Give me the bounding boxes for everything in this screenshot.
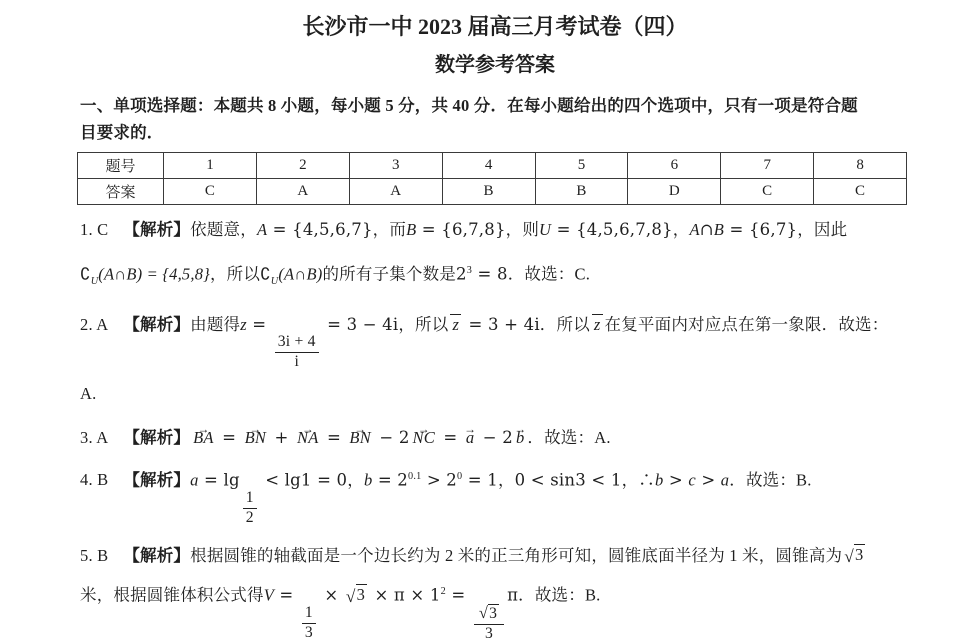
vector-BA: → BA xyxy=(193,425,214,451)
analysis-tag: 【解析】 xyxy=(123,427,191,447)
vector-a: → a xyxy=(466,425,474,451)
math-segment: b xyxy=(654,470,664,490)
q3-line1 xyxy=(80,415,950,451)
analysis-tag: 【解析】 xyxy=(123,314,191,334)
table-cell: D xyxy=(628,179,721,205)
fraction xyxy=(275,333,319,372)
table-cell: A xyxy=(256,179,349,205)
math-segment: = 1 xyxy=(462,470,498,490)
table-cell: 7 xyxy=(721,153,814,179)
math-segment: = xyxy=(321,427,347,447)
math-segment: b xyxy=(363,470,373,490)
table-cell: 2 xyxy=(256,153,349,179)
math-segment: A xyxy=(689,220,700,239)
intersection-symbol: ∩ xyxy=(699,220,714,239)
text-segment: ，而 xyxy=(372,220,407,239)
section-heading-line1: 一、单项选择题：本题共 8 小题，每小题 5 分，共 40 分．在每小题给出的四个选项中，只有一项是符合题 xyxy=(80,96,858,115)
sqrt xyxy=(479,604,499,624)
therefore-symbol: ，∴ xyxy=(621,470,655,490)
math-segment: = {6,7,8} xyxy=(416,220,506,239)
table-row-answers xyxy=(78,179,907,205)
vector-BN: → BN xyxy=(349,425,370,451)
sqrt xyxy=(844,544,865,570)
radicand: 3 xyxy=(489,605,498,623)
math-segment: = {4,5,6,7} xyxy=(267,220,373,239)
text-segment: ．故选：C. xyxy=(507,264,591,284)
math-segment: B xyxy=(406,220,417,239)
superscript: 2 xyxy=(440,586,446,598)
complement-symbol: ∁ xyxy=(260,264,271,284)
text-segment: 依题意， xyxy=(190,220,257,239)
page-subtitle: 数学参考答案 xyxy=(435,54,555,76)
radicand: 3 xyxy=(356,584,367,610)
math-segment: (A∩B) xyxy=(278,264,323,284)
math-segment: = xyxy=(273,585,299,605)
math-segment: a xyxy=(190,470,199,490)
table-cell: B xyxy=(442,179,535,205)
fraction xyxy=(302,604,316,643)
table-row-numbers xyxy=(78,153,907,179)
math-segment: > xyxy=(695,470,721,490)
table-cell: 8 xyxy=(814,153,907,179)
text-segment: ．所以 xyxy=(539,314,590,334)
text-segment: ，因此 xyxy=(797,220,848,239)
q4-line1 xyxy=(80,464,950,528)
section-heading-line2: 目要求的． xyxy=(80,123,164,142)
table-cell: 3 xyxy=(349,153,442,179)
math-segment: = xyxy=(445,585,471,605)
fraction xyxy=(243,489,257,528)
math-segment: V xyxy=(263,585,274,605)
radical-icon xyxy=(346,584,356,610)
text-segment: ，所以 xyxy=(398,314,449,334)
q1-line2 xyxy=(80,258,950,295)
math-segment: − 2 xyxy=(477,427,513,447)
q4-answer: 4. B xyxy=(80,470,109,490)
fraction-denominator: i xyxy=(294,353,299,371)
math-segment: > 2 xyxy=(421,470,458,490)
fraction-numerator xyxy=(474,604,504,625)
text-segment: 的所有子集个数是 xyxy=(322,264,457,284)
fraction-numerator: 1 xyxy=(302,604,316,624)
math-segment: 0 < sin3 < 1 xyxy=(514,470,622,490)
math-segment: a xyxy=(720,470,730,490)
text-segment: ．故选：B. xyxy=(518,585,601,605)
q2-line1 xyxy=(80,312,950,372)
table-cell: 5 xyxy=(535,153,628,179)
table-cell: A xyxy=(349,179,442,205)
pi-symbol: π xyxy=(507,585,519,605)
analysis-tag: 【解析】 xyxy=(123,470,191,490)
math-segment: = 8 xyxy=(472,264,508,284)
table-cell: C xyxy=(721,179,814,205)
math-segment: 2 xyxy=(456,264,467,284)
subscript: U xyxy=(90,275,99,287)
radical-icon xyxy=(479,604,488,624)
math-segment: z xyxy=(240,314,247,334)
radicand: 3 xyxy=(854,544,865,570)
q2-answer: 2. A xyxy=(80,314,109,334)
math-segment: A xyxy=(256,220,268,239)
math-segment: B xyxy=(713,220,725,239)
q3-answer: 3. A xyxy=(80,427,109,447)
section-heading xyxy=(80,92,950,146)
math-segment: × xyxy=(318,585,344,605)
text-segment: 根据圆锥的轴截面是一个边长约为 2 米的正三角形可知，圆锥底面半径为 1 米，圆锥高为 xyxy=(190,546,843,566)
vector-NC: → NC xyxy=(413,425,435,451)
fraction-denominator: 2 xyxy=(245,508,254,526)
math-segment: c xyxy=(688,470,696,490)
fraction xyxy=(474,604,504,644)
superscript: 3 xyxy=(466,265,473,276)
text-segment: ， xyxy=(672,220,690,239)
table-cell: C xyxy=(814,179,907,205)
superscript: 0.1 xyxy=(408,470,422,482)
superscript: 0 xyxy=(457,470,463,482)
analysis-tag: 【解析】 xyxy=(123,220,191,239)
math-segment: × π × 1 xyxy=(369,585,441,605)
vector-BN: → BN xyxy=(245,425,266,451)
number-label-cell: 题号 xyxy=(78,153,164,179)
q5-line1 xyxy=(80,543,950,570)
q5-line2 xyxy=(80,579,950,644)
text-segment: ， xyxy=(347,470,364,490)
radical-icon xyxy=(844,544,854,570)
q1-answer: 1. C xyxy=(80,220,109,239)
q2-line2: A. xyxy=(80,383,97,403)
page-title: 长沙市一中 2023 届高三月考试卷（四） xyxy=(302,14,688,39)
fraction-numerator: 1 xyxy=(243,489,257,509)
fraction-numerator: 3i + 4 xyxy=(275,333,319,353)
vector-b: → b xyxy=(516,425,524,451)
q1-line1 xyxy=(80,217,950,243)
text-segment: 米，根据圆锥体积公式得 xyxy=(80,585,264,605)
text-segment: 由题得 xyxy=(190,314,241,334)
q5-answer: 5. B xyxy=(80,546,109,566)
text-segment: ， xyxy=(497,470,515,490)
math-segment: = xyxy=(246,314,272,334)
sqrt xyxy=(346,584,367,610)
table-cell: 4 xyxy=(442,153,535,179)
math-segment: = 3 + 4i xyxy=(463,314,540,334)
table-cell: 1 xyxy=(164,153,257,179)
table-cell: B xyxy=(535,179,628,205)
text-segment: 在复平面内对应点在第一象限．故选： xyxy=(604,314,889,334)
table-cell: 6 xyxy=(628,153,721,179)
math-segment: = {6,7} xyxy=(724,220,798,239)
fraction-denominator: 3 xyxy=(304,624,313,642)
analysis-tag: 【解析】 xyxy=(123,546,191,566)
text-segment: ．故选：B. xyxy=(729,470,812,490)
math-segment: = {4,5,6,7,8} xyxy=(551,220,673,239)
text-segment: ，则 xyxy=(505,220,540,239)
math-segment: = xyxy=(216,427,242,447)
conjugate-z: z xyxy=(452,314,460,334)
math-segment: + xyxy=(269,427,295,447)
answer-label-cell: 答案 xyxy=(78,179,164,205)
math-segment: > xyxy=(663,470,689,490)
math-segment: (A∩B) = {4,5,8} xyxy=(98,264,210,284)
math-segment: = xyxy=(437,427,463,447)
vector-NA: → NA xyxy=(297,425,318,451)
math-segment: − 2 xyxy=(373,427,410,447)
complement-symbol: ∁ xyxy=(80,264,91,284)
math-segment: < lg1 = 0 xyxy=(259,470,348,490)
subscript: U xyxy=(270,275,279,287)
answer-table xyxy=(77,152,907,205)
text-segment: ，所以 xyxy=(209,264,261,284)
math-segment: = lg xyxy=(198,470,240,490)
table-cell: C xyxy=(164,179,257,205)
text-segment: ．故选：A. xyxy=(527,427,611,447)
math-segment: = 3 − 4i xyxy=(321,314,399,334)
conjugate-z: z xyxy=(593,314,601,334)
fraction-denominator: 3 xyxy=(484,625,493,643)
math-segment: = 2 xyxy=(372,470,409,490)
math-segment: U xyxy=(539,220,552,239)
